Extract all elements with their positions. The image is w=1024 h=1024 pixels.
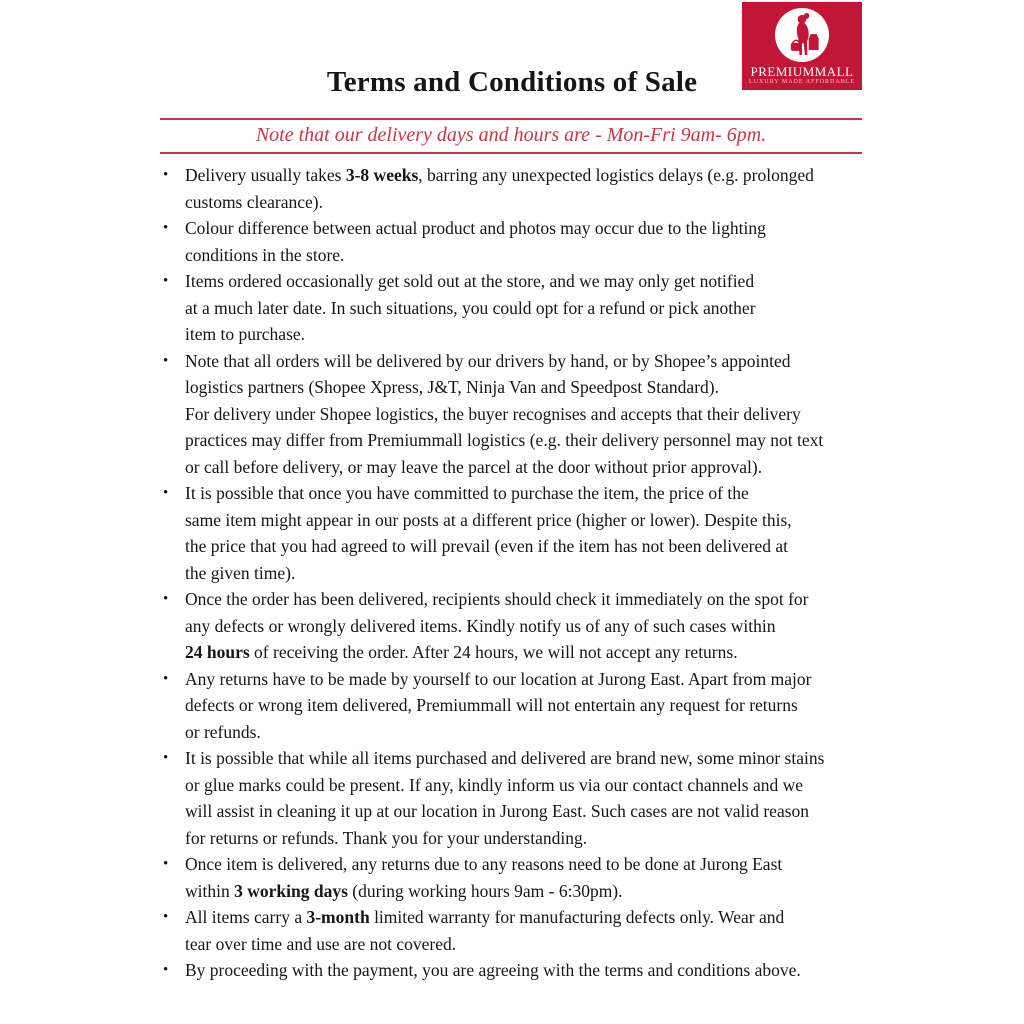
bullet-marker: • [163, 856, 169, 872]
term-item-text: Once item is delivered, any returns due to any reasons need to be done at Jurong East within 3 working days (during working hours 9am - 6:30pm). [185, 854, 783, 901]
logo-circle [775, 8, 829, 62]
term-item-text: By proceeding with the payment, you are agreeing with the terms and conditions above. [185, 960, 801, 980]
term-item [158, 586, 874, 666]
term-item [158, 851, 874, 904]
page-title: Terms and Conditions of Sale [326, 66, 698, 98]
term-item-text: Items ordered occasionally get sold out at the store, and we may only get notified at a much later date. In such situations, you could opt for a refund or pick another item to purchase. [185, 271, 756, 344]
bullet-marker: • [163, 273, 169, 289]
terms-list [158, 162, 874, 984]
bullet-marker: • [163, 591, 169, 607]
bullet-marker: • [163, 220, 169, 236]
bullet-marker: • [163, 167, 169, 183]
term-item [158, 348, 874, 481]
term-item [158, 215, 874, 268]
bullet-marker: • [163, 352, 169, 369]
term-item-text: Note that all orders will be delivered by our drivers by hand, or by Shopee’s appointed logistics partners (Shopee Xpress, J&T, Ninja Van and Speedpost Standard). For delivery under Shopee logistics, the buyer recognises and accepts that their delivery practices may differ from Premiummall logistics (e.g. their delivery personnel may not text or call before delivery, or may leave the parcel at the door without prior approval). [185, 350, 824, 477]
term-item [158, 268, 874, 348]
term-item-text: Delivery usually takes 3-8 weeks, barring any unexpected logistics delays (e.g. prolonged customs clearance). [185, 165, 814, 212]
divider-top [160, 118, 862, 120]
logo-tagline-text: LUXURY MADE AFFORDABLE [748, 79, 856, 85]
term-item [158, 904, 874, 957]
bullet-marker: • [163, 485, 169, 501]
term-item-text: Colour difference between actual product and photos may occur due to the lighting conditions in the store. [185, 218, 766, 265]
logo-brand-text: PREMIUMMALL [750, 64, 854, 79]
bullet-marker: • [163, 670, 169, 687]
term-item-text: It is possible that while all items purchased and delivered are brand new, some minor stains or glue marks could be present. If any, kindly inform us via our contact channels and we will assist in cleaning it up at our location in Jurong East. Such cases are not valid reason for returns or refunds. Thank you for your understanding. [185, 748, 825, 848]
term-item [158, 162, 874, 215]
bullet-marker: • [163, 750, 169, 766]
bullet-marker: • [163, 962, 169, 978]
term-item [158, 745, 874, 851]
term-item [158, 480, 874, 586]
term-item-text: It is possible that once you have committed to purchase the item, the price of the same item might appear in our posts at a different price (higher or lower). Despite this, the price that you had agreed to will prevail (even if the item has not been delivered at the given time). [185, 483, 792, 583]
term-item [158, 666, 874, 746]
woman-with-shopping-bags-icon [777, 10, 827, 60]
delivery-notice: Note that our delivery days and hours are - Mon-Fri 9am- 6pm. [255, 124, 767, 146]
term-item-text: Once the order has been delivered, recipients should check it immediately on the spot for any defects or wrongly delivered items. Kindly notify us of any of such cases within 24 hours of receiving the order. After 24 hours, we will not accept any returns. [185, 589, 809, 662]
term-item-text: Any returns have to be made by yourself to our location at Jurong East. Apart from major defects or wrong item delivered, Premiummall will not entertain any request for returns or refunds. [185, 668, 812, 742]
term-item [158, 957, 874, 984]
term-item-text: All items carry a 3-month limited warranty for manufacturing defects only. Wear and tear over time and use are not covered. [185, 907, 785, 954]
divider-bottom [160, 152, 862, 154]
bullet-marker: • [163, 909, 169, 925]
